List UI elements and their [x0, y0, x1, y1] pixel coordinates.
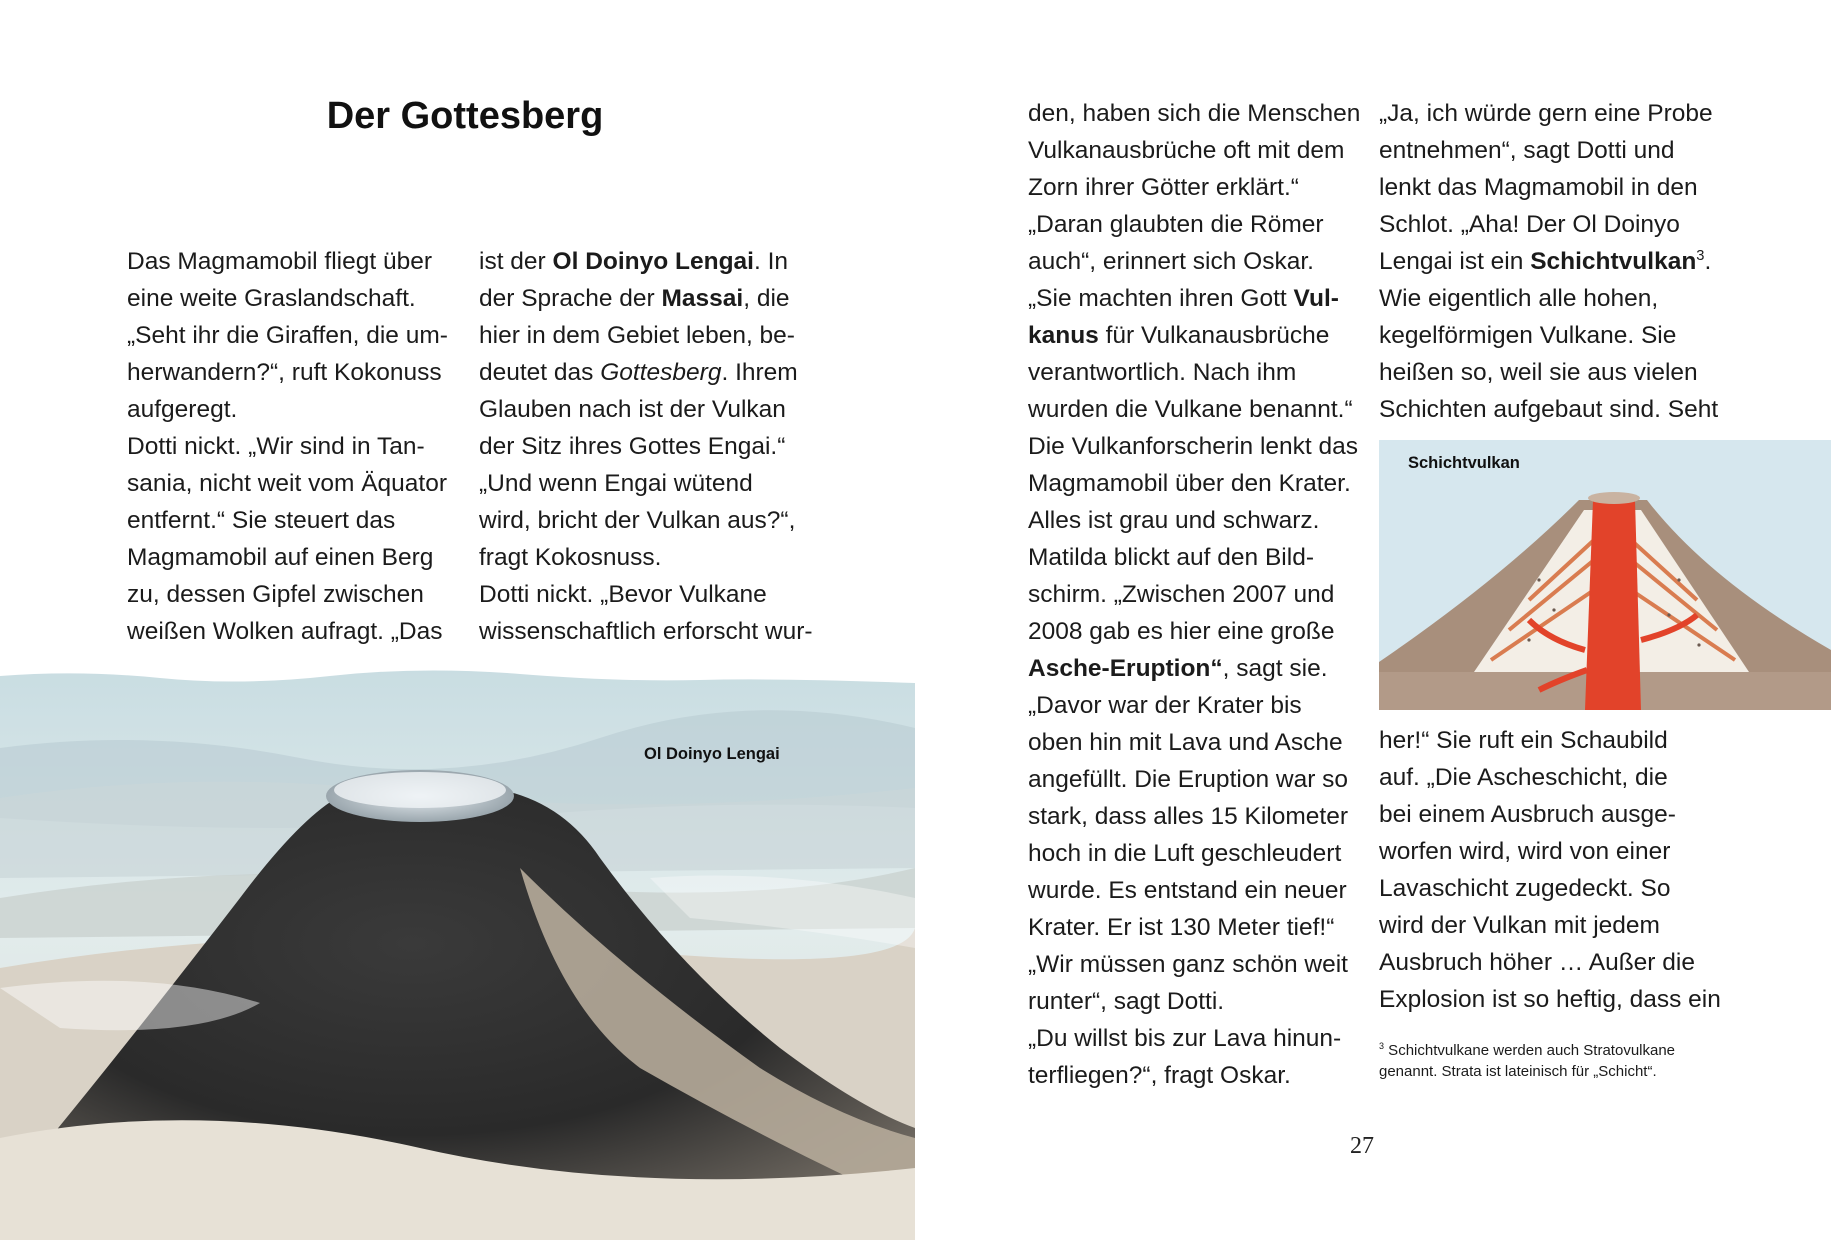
text-line — [1028, 502, 1360, 539]
text-segment: 3 — [1696, 247, 1705, 264]
text-line — [1379, 280, 1718, 317]
text-line — [1379, 206, 1718, 243]
text-line — [1028, 613, 1360, 650]
text-line — [1028, 465, 1360, 502]
text-line — [1379, 391, 1718, 428]
text-segment: wird, bricht der Vulkan aus?“, — [479, 507, 796, 534]
text-segment: verantwortlich. Nach ihm — [1028, 359, 1297, 386]
text-segment: , die — [743, 285, 790, 312]
text-line — [1028, 983, 1360, 1020]
text-segment: zu, dessen Gipfel zwischen — [127, 581, 424, 608]
text-line — [479, 317, 813, 354]
text-line — [1379, 944, 1721, 981]
text-line — [1028, 946, 1360, 983]
text-segment: „Wir müssen ganz schön weit — [1028, 951, 1348, 978]
text-segment: Schichtvulkane werden auch Stratovulkane — [1384, 1042, 1676, 1059]
text-line — [479, 428, 813, 465]
text-column-3 — [1028, 95, 1360, 1094]
text-segment: genannt. Strata ist lateinisch für „Schicht“. — [1379, 1063, 1657, 1080]
text-line — [127, 539, 448, 576]
text-segment: Ol Doinyo Lengai — [552, 248, 754, 275]
text-segment: Asche-Eruption“ — [1028, 655, 1223, 682]
text-line — [127, 280, 448, 317]
text-line — [1028, 872, 1360, 909]
text-line — [479, 280, 813, 317]
text-segment: , sagt sie. — [1222, 655, 1328, 682]
text-line — [479, 539, 813, 576]
text-segment: Ausbruch höher … Außer die — [1379, 949, 1695, 976]
text-segment: „Sie machten ihren Gott — [1028, 285, 1294, 312]
text-segment: Massai — [661, 285, 744, 312]
text-segment: entnehmen“, sagt Dotti und — [1379, 137, 1675, 164]
text-column-1 — [127, 243, 448, 650]
text-line — [1379, 95, 1718, 132]
text-line — [1028, 317, 1360, 354]
text-line — [1028, 1057, 1360, 1094]
text-line — [127, 317, 448, 354]
text-segment: eine weite Graslandschaft. — [127, 285, 416, 312]
text-segment: angefüllt. Die Eruption war so — [1028, 766, 1349, 793]
text-segment: auf. „Die Ascheschicht, die — [1379, 764, 1668, 791]
text-segment: entfernt.“ Sie steuert das — [127, 507, 396, 534]
text-column-2 — [479, 243, 813, 650]
text-segment: wird der Vulkan mit jedem — [1379, 912, 1660, 939]
text-line — [1028, 835, 1360, 872]
text-segment: Zorn ihrer Götter erklärt.“ — [1028, 174, 1299, 201]
text-segment: Das Magmamobil fliegt über — [127, 248, 433, 275]
page-title: Der Gottesberg — [326, 95, 604, 137]
text-segment: Wie eigentlich alle hohen, — [1379, 285, 1659, 312]
text-segment: „Seht ihr die Giraffen, die um- — [127, 322, 448, 349]
text-line — [127, 243, 448, 280]
text-segment: stark, dass alles 15 Kilometer — [1028, 803, 1348, 830]
text-segment: wurden die Vulkane benannt.“ — [1028, 396, 1353, 423]
text-column-4-bottom — [1379, 722, 1721, 1018]
text-line — [1028, 243, 1360, 280]
text-line — [479, 465, 813, 502]
text-segment: hoch in die Luft geschleudert — [1028, 840, 1342, 867]
text-line — [127, 613, 448, 650]
text-segment: „Ja, ich würde gern eine Probe — [1379, 100, 1713, 127]
text-segment: . — [1704, 248, 1712, 275]
text-segment: Vul- — [1293, 285, 1339, 312]
text-line — [1028, 576, 1360, 613]
text-segment: Vulkanausbrüche oft mit dem — [1028, 137, 1345, 164]
text-line — [479, 502, 813, 539]
text-line — [1028, 206, 1360, 243]
text-segment: Gottesberg — [600, 359, 722, 386]
text-segment: worfen wird, wird von einer — [1379, 838, 1671, 865]
text-line — [1379, 354, 1718, 391]
text-line — [1028, 354, 1360, 391]
text-line — [1028, 391, 1360, 428]
text-segment: oben hin mit Lava und Asche — [1028, 729, 1343, 756]
text-column-4-top — [1379, 95, 1718, 428]
text-line — [1379, 759, 1721, 796]
text-line — [1028, 428, 1360, 465]
text-line — [127, 428, 448, 465]
text-segment: „Du willst bis zur Lava hinun- — [1028, 1025, 1342, 1052]
text-line — [1379, 243, 1718, 280]
text-line — [1028, 132, 1360, 169]
text-line — [479, 354, 813, 391]
text-line — [1028, 539, 1360, 576]
text-segment: deutet das — [479, 359, 601, 386]
text-segment: Lavaschicht zugedeckt. So — [1379, 875, 1671, 902]
text-line — [127, 465, 448, 502]
text-segment: sania, nicht weit vom Äquator — [127, 470, 448, 497]
text-line — [1028, 909, 1360, 946]
text-segment: Magmamobil auf einen Berg — [127, 544, 434, 571]
text-line — [1028, 1020, 1360, 1057]
text-line — [1028, 650, 1360, 687]
text-segment: Schichtvulkan — [1530, 248, 1697, 275]
text-segment: schirm. „Zwischen 2007 und — [1028, 581, 1335, 608]
text-segment: bei einem Ausbruch ausge- — [1379, 801, 1676, 828]
text-segment: Magmamobil über den Krater. — [1028, 470, 1351, 497]
text-segment: aufgeregt. — [127, 396, 238, 423]
text-segment: Alles ist grau und schwarz. — [1028, 507, 1320, 534]
text-segment: ist der — [479, 248, 553, 275]
text-segment: her!“ Sie ruft ein Schaubild — [1379, 727, 1668, 754]
text-segment: wurde. Es entstand ein neuer — [1028, 877, 1347, 904]
text-segment: Dotti nickt. „Wir sind in Tan- — [127, 433, 425, 460]
text-line — [1379, 796, 1721, 833]
text-segment: für Vulkanausbrüche — [1098, 322, 1330, 349]
text-segment: Glauben nach ist der Vulkan — [479, 396, 786, 423]
text-segment: kanus — [1028, 322, 1099, 349]
stratovolcano-diagram — [1379, 440, 1831, 710]
text-segment: Dotti nickt. „Bevor Vulkane — [479, 581, 767, 608]
text-line — [479, 391, 813, 428]
text-line — [1028, 169, 1360, 206]
text-segment: auch“, erinnert sich Oskar. — [1028, 248, 1314, 275]
text-segment: terfliegen?“, fragt Oskar. — [1028, 1062, 1291, 1089]
text-segment: der Sitz ihres Gottes Engai.“ — [479, 433, 786, 460]
text-line — [1028, 798, 1360, 835]
text-segment: Schichten aufgebaut sind. Seht — [1379, 396, 1719, 423]
page-number: 27 — [1350, 1133, 1374, 1159]
text-segment: runter“, sagt Dotti. — [1028, 988, 1225, 1015]
text-line — [127, 576, 448, 613]
text-segment: Lengai ist ein — [1379, 248, 1531, 275]
text-line — [127, 354, 448, 391]
text-segment: den, haben sich die Menschen — [1028, 100, 1361, 127]
text-segment: Explosion ist so heftig, dass ein — [1379, 986, 1721, 1013]
text-line — [1379, 132, 1718, 169]
text-segment: 3 — [1379, 1041, 1385, 1051]
text-line — [1028, 95, 1360, 132]
text-line — [1379, 833, 1721, 870]
text-line — [1379, 1040, 1675, 1061]
text-segment: lenkt das Magmamobil in den — [1379, 174, 1698, 201]
text-segment: 2008 gab es hier eine große — [1028, 618, 1335, 645]
text-line — [127, 391, 448, 428]
text-line — [1028, 724, 1360, 761]
text-segment: Krater. Er ist 130 Meter tief!“ — [1028, 914, 1335, 941]
text-line — [479, 243, 813, 280]
text-segment: herwandern?“, ruft Kokonuss — [127, 359, 442, 386]
text-line — [1379, 722, 1721, 759]
diagram-caption: Schichtvulkan — [1408, 454, 1520, 472]
text-segment: Die Vulkanforscherin lenkt das — [1028, 433, 1359, 460]
text-segment: „Und wenn Engai wütend — [479, 470, 753, 497]
text-line — [1379, 907, 1721, 944]
text-segment: fragt Kokosnuss. — [479, 544, 662, 571]
text-segment: . In — [754, 248, 789, 275]
footnote — [1379, 1040, 1675, 1082]
text-segment: der Sprache der — [479, 285, 662, 312]
text-segment: Matilda blickt auf den Bild- — [1028, 544, 1314, 571]
text-line — [1379, 870, 1721, 907]
text-segment: heißen so, weil sie aus vielen — [1379, 359, 1698, 386]
text-line — [1379, 317, 1718, 354]
text-segment: wissenschaftlich erforscht wur- — [479, 618, 813, 645]
text-segment: Schlot. „Aha! Der Ol Doinyo — [1379, 211, 1680, 238]
text-line — [1379, 169, 1718, 206]
text-segment: hier in dem Gebiet leben, be- — [479, 322, 795, 349]
illustration-caption: Ol Doinyo Lengai — [644, 745, 780, 763]
text-line — [1028, 280, 1360, 317]
text-segment: „Davor war der Krater bis — [1028, 692, 1302, 719]
text-line — [127, 502, 448, 539]
text-segment: . Ihrem — [721, 359, 798, 386]
text-segment: weißen Wolken aufragt. „Das — [127, 618, 443, 645]
text-line — [479, 613, 813, 650]
text-line — [1028, 687, 1360, 724]
text-segment: kegelförmigen Vulkane. Sie — [1379, 322, 1677, 349]
text-line — [1379, 1061, 1675, 1082]
text-segment: „Daran glaubten die Römer — [1028, 211, 1324, 238]
text-line — [1379, 981, 1721, 1018]
text-line — [479, 576, 813, 613]
text-line — [1028, 761, 1360, 798]
